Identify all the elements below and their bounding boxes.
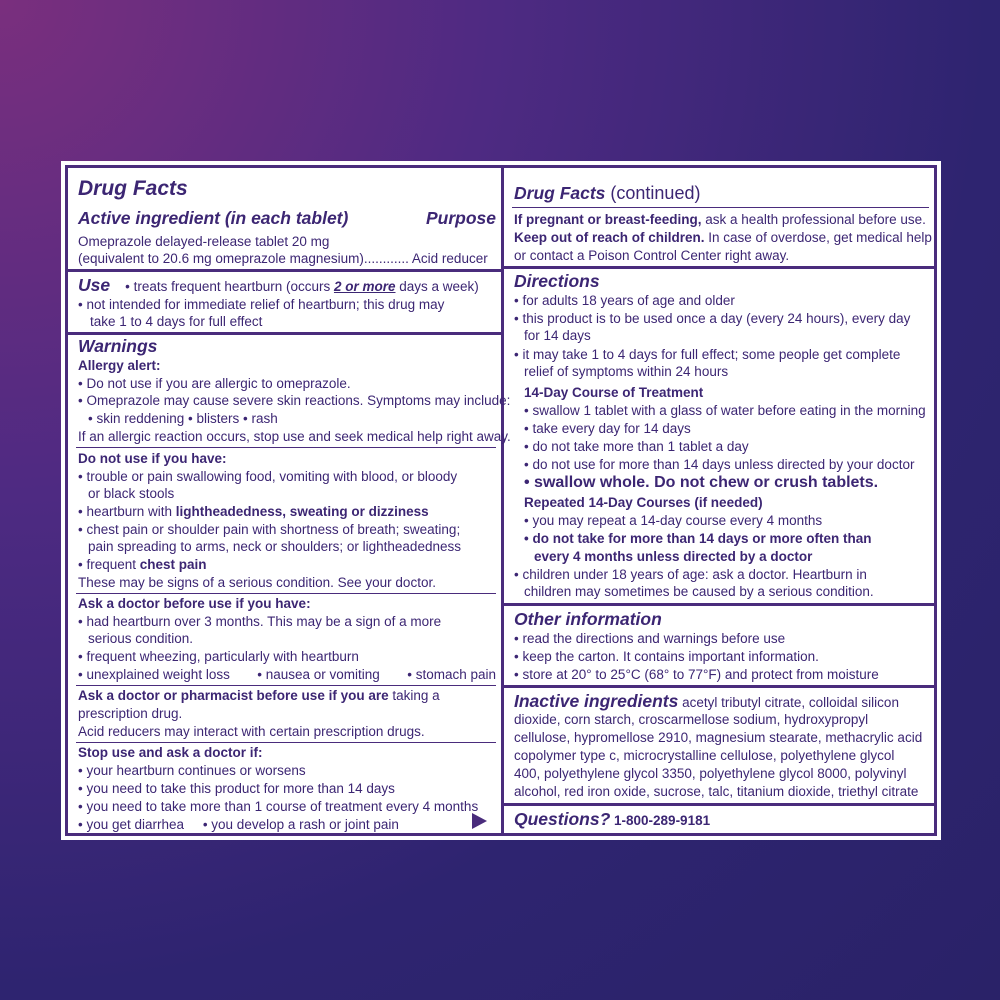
do-not-use-6-text: • frequent <box>78 557 140 572</box>
do-not-use-3-bold: lightheadedness, sweating or dizziness <box>175 504 429 519</box>
ask-doctor-3: • frequent wheezing, particularly with heartburn <box>78 649 359 664</box>
do-not-use-4: • chest pain or shoulder pain with shortness of breath; sweating; <box>78 522 461 537</box>
pregnancy-bold: If pregnant or breast-feeding, <box>514 212 702 227</box>
label-frame <box>65 165 937 836</box>
directions-5: relief of symptoms within 24 hours <box>524 364 729 379</box>
drug-facts-continued-title <box>514 183 929 204</box>
questions-line <box>514 809 929 829</box>
inactive-line-5: 400, polyethylene glycol 3350, polyethylene glycol 8000, polyvinyl <box>514 766 907 781</box>
use-line-2: • not intended for immediate relief of heartburn; this drug may <box>78 297 445 312</box>
ask-pharmacist-1-text: taking a <box>388 688 440 703</box>
inactive-heading: Inactive ingredients <box>514 691 679 711</box>
ask-pharmacist-3: Acid reducers may interact with certain prescription drugs. <box>78 724 425 739</box>
divider <box>504 266 934 269</box>
inactive-line-6: alcohol, red iron oxide, sucrose, talc, titanium dioxide, triethyl citrate <box>514 784 919 799</box>
use-text-1: • treats frequent heartburn (occurs <box>125 279 334 294</box>
divider <box>504 803 934 806</box>
ask-pharmacist-heading: Ask a doctor or pharmacist before use if you are <box>78 688 389 703</box>
course-2: • take every day for 14 days <box>524 421 691 436</box>
allergy-3: • skin reddening • blisters • rash <box>88 411 278 426</box>
drug-facts-label <box>61 161 941 840</box>
other-info-1: • read the directions and warnings before use <box>514 631 786 646</box>
ask-pharmacist-1 <box>78 687 496 704</box>
active-line-2: (equivalent to 20.6 mg omeprazole magnesium)............ Acid reducer <box>78 251 488 266</box>
ask-doctor-4a: • unexplained weight loss <box>78 667 230 682</box>
other-info-3: • store at 20° to 25°C (68° to 77°F) and protect from moisture <box>514 667 879 682</box>
directions-heading: Directions <box>514 271 600 291</box>
course-5: • swallow whole. Do not chew or crush tablets. <box>524 474 879 491</box>
directions-1: • for adults 18 years of age and older <box>514 293 735 308</box>
repeat-2: • do not take for more than 14 days or more often than <box>524 531 872 546</box>
ask-doctor-4c: • stomach pain <box>407 667 496 682</box>
questions-phone: 1-800-289-9181 <box>610 813 711 828</box>
pregnancy-text: ask a health professional before use. <box>701 212 926 227</box>
drug-facts-title: Drug Facts <box>78 177 188 200</box>
ask-doctor-4 <box>78 666 496 683</box>
do-not-use-6-bold: chest pain <box>139 557 207 572</box>
children-1: • children under 18 years of age: ask a doctor. Heartburn in <box>514 567 867 582</box>
allergy-1: • Do not use if you are allergic to omeprazole. <box>78 376 351 391</box>
pregnancy-line <box>514 211 929 228</box>
use-text-1b: days a week) <box>395 279 479 294</box>
divider <box>504 603 934 606</box>
course-4: • do not use for more than 14 days unless directed by your doctor <box>524 457 915 472</box>
allergy-heading: Allergy alert: <box>78 358 161 373</box>
course-3: • do not take more than 1 tablet a day <box>524 439 749 454</box>
right-column <box>504 168 934 833</box>
inactive-line-3: cellulose, hypromellose 2910, magnesium stearate, methacrylic acid <box>514 730 923 745</box>
active-line-1: Omeprazole delayed-release tablet 20 mg <box>78 234 330 249</box>
stop-use-4b: • you develop a rash or joint pain <box>202 817 399 832</box>
purpose-heading: Purpose <box>425 208 496 228</box>
active-ingredient-heading: Active ingredient (in each tablet) <box>78 208 349 228</box>
directions-4: • it may take 1 to 4 days for full effect; some people get complete <box>514 347 901 362</box>
other-info-heading: Other information <box>514 609 662 629</box>
divider <box>76 742 496 743</box>
ask-doctor-heading: Ask a doctor before use if you have: <box>78 596 311 611</box>
stop-use-1: • your heartburn continues or worsens <box>78 763 306 778</box>
children-2: children may sometimes be caused by a serious condition. <box>524 584 874 599</box>
ask-doctor-4b: • nausea or vomiting <box>257 667 380 682</box>
do-not-use-3 <box>78 503 496 520</box>
other-info-2: • keep the carton. It contains important information. <box>514 649 819 664</box>
keep-out-line-2: or contact a Poison Control Center right away. <box>514 248 790 263</box>
divider <box>76 685 496 686</box>
use-line-1 <box>78 275 496 295</box>
keep-out-bold: Keep out of reach of children. <box>514 230 705 245</box>
drug-facts-title-right: Drug Facts <box>514 183 606 203</box>
allergy-2: • Omeprazole may cause severe skin reactions. Symptoms may include: <box>78 393 511 408</box>
do-not-use-heading: Do not use if you have: <box>78 451 227 466</box>
inactive-text-1: acetyl tributyl citrate, colloidal silicon <box>678 695 899 710</box>
warnings-heading: Warnings <box>78 336 158 356</box>
divider <box>504 685 934 688</box>
use-line-3: take 1 to 4 days for full effect <box>90 314 263 329</box>
keep-out-text: In case of overdose, get medical help <box>704 230 932 245</box>
active-ingredient-header <box>78 208 496 228</box>
questions-heading: Questions? <box>514 809 611 829</box>
left-column <box>68 168 511 833</box>
ask-pharmacist-2: prescription drug. <box>78 706 183 721</box>
continued-suffix: (continued) <box>605 183 701 203</box>
stop-use-2: • you need to take this product for more than 14 days <box>78 781 395 796</box>
allergy-4: If an allergic reaction occurs, stop use and seek medical help right away. <box>78 429 511 444</box>
stop-use-4a: • you get diarrhea <box>78 817 185 832</box>
repeat-1: • you may repeat a 14-day course every 4 months <box>524 513 823 528</box>
course-heading: 14-Day Course of Treatment <box>524 385 704 400</box>
directions-2: • this product is to be used once a day (every 24 hours), every day <box>514 311 911 326</box>
ask-doctor-2: serious condition. <box>88 631 194 646</box>
divider <box>512 207 929 208</box>
directions-3: for 14 days <box>524 328 591 343</box>
do-not-use-7: These may be signs of a serious condition. See your doctor. <box>78 575 436 590</box>
stop-use-heading: Stop use and ask a doctor if: <box>78 745 263 760</box>
do-not-use-3-text: • heartburn with <box>78 504 176 519</box>
do-not-use-1: • trouble or pain swallowing food, vomiting with blood, or bloody <box>78 469 458 484</box>
inactive-line-2: dioxide, corn starch, croscarmellose sodium, hydroxypropyl <box>514 712 869 727</box>
divider <box>76 593 496 594</box>
course-1: • swallow 1 tablet with a glass of water before eating in the morning <box>524 403 926 418</box>
inactive-line-4: copolymer type c, microcrystalline cellulose, polyethylene glycol <box>514 748 895 763</box>
stop-use-4 <box>78 816 496 833</box>
divider <box>76 447 496 448</box>
ask-doctor-1: • had heartburn over 3 months. This may be a sign of a more <box>78 614 442 629</box>
continue-arrow-icon <box>472 813 487 829</box>
keep-out-line <box>514 229 932 246</box>
stop-use-3: • you need to take more than 1 course of treatment every 4 months <box>78 799 479 814</box>
repeat-heading: Repeated 14-Day Courses (if needed) <box>524 495 763 510</box>
do-not-use-6 <box>78 556 496 573</box>
repeat-3: every 4 months unless directed by a doctor <box>534 549 813 564</box>
use-heading: Use <box>78 275 111 295</box>
use-emphasis: 2 or more <box>333 279 396 294</box>
divider <box>68 332 501 335</box>
do-not-use-5: pain spreading to arms, neck or shoulders; or lightheadedness <box>88 539 461 554</box>
divider <box>68 269 501 272</box>
inactive-line-1 <box>514 691 929 711</box>
do-not-use-2: or black stools <box>88 486 175 501</box>
